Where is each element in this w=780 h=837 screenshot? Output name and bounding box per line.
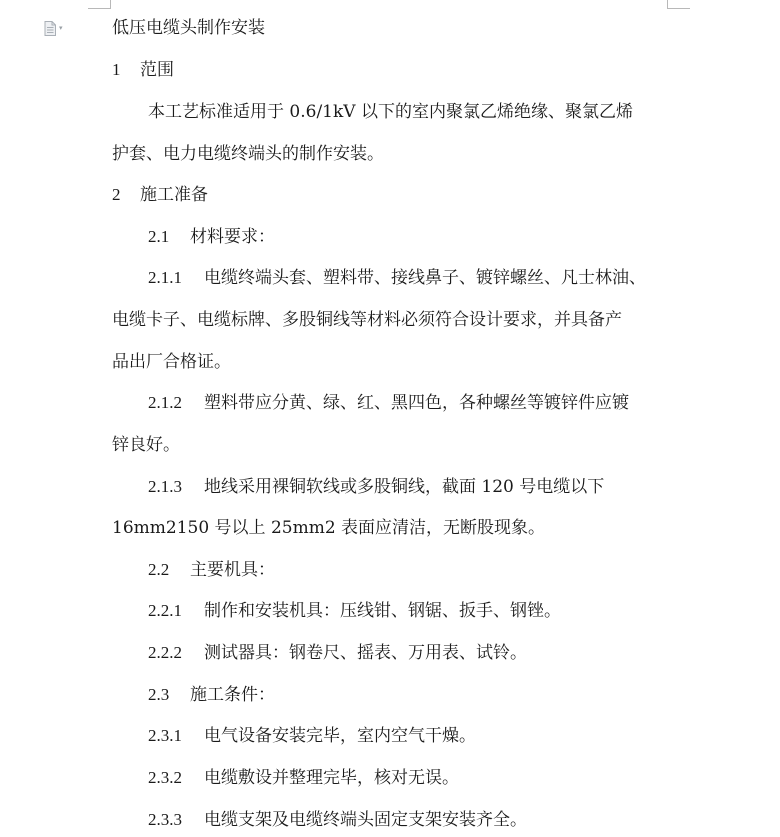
- subsection-number: 2.1: [148, 227, 170, 246]
- clause-line: [148, 392, 629, 414]
- paragraph-line: 电缆卡子、电缆标牌、多股铜线等材料必须符合设计要求，并具备产: [112, 310, 622, 330]
- paragraph-line: 护套、电力电缆终端头的制作安装。: [112, 144, 384, 164]
- clause-text: 地线采用裸铜软线或多股铜线，截面 120 号电缆以下: [204, 477, 605, 497]
- clause-text: 电缆敷设并整理完毕，核对无误。: [204, 768, 459, 788]
- section-heading: [112, 184, 208, 206]
- subsection-heading: [148, 684, 275, 706]
- clause-number: 2.1.1: [148, 268, 182, 287]
- paragraph-line: 16mm2150 号以上 25mm2 表面应清洁，无断股现象。: [112, 518, 546, 538]
- paragraph-line: 锌良好。: [112, 435, 180, 455]
- clause-text: 测试器具：钢卷尺、摇表、万用表、试铃。: [204, 643, 527, 663]
- subsection-number: 2.3: [148, 685, 170, 704]
- clause-text: 电气设备安装完毕，室内空气干燥。: [204, 726, 476, 746]
- subsection-title: 施工条件：: [190, 685, 275, 705]
- page-corner-mark-left: [88, 0, 111, 9]
- document-title: 低压电缆头制作安装: [112, 18, 265, 38]
- subsection-title: 材料要求：: [190, 227, 275, 247]
- section-heading: [112, 59, 174, 81]
- paragraph-line: 品出厂合格证。: [112, 352, 231, 372]
- caret-down-icon: ▾: [59, 24, 63, 32]
- section-number: 1: [112, 60, 121, 79]
- section-number: 2: [112, 185, 121, 204]
- clause-number: 2.3.3: [148, 810, 182, 829]
- clause-number: 2.3.2: [148, 768, 182, 787]
- clause-line: [148, 642, 527, 664]
- clause-number: 2.1.2: [148, 393, 182, 412]
- clause-line: [148, 809, 527, 831]
- clause-text: 电缆支架及电缆终端头固定支架安装齐全。: [204, 810, 527, 830]
- clause-line: [148, 476, 604, 498]
- clause-text: 塑料带应分黄、绿、红、黑四色，各种螺丝等镀锌件应镀: [204, 393, 629, 413]
- section-title: 范围: [140, 60, 174, 80]
- clause-line: [148, 267, 646, 289]
- clause-number: 2.2.2: [148, 643, 182, 662]
- subsection-number: 2.2: [148, 560, 170, 579]
- clause-line: [148, 767, 459, 789]
- clause-text: 制作和安装机具：压线钳、钢锯、扳手、钢锉。: [204, 601, 561, 621]
- document-menu-button[interactable]: [44, 20, 74, 36]
- clause-text: 电缆终端头套、塑料带、接线鼻子、镀锌螺丝、凡士林油、: [204, 268, 646, 288]
- paragraph-line: 本工艺标准适用于 0.6/1kV 以下的室内聚氯乙烯绝缘、聚氯乙烯: [148, 102, 633, 122]
- document-icon: [44, 21, 56, 36]
- page-corner-mark-right: [667, 0, 690, 9]
- subsection-heading: [148, 559, 275, 581]
- clause-line: [148, 725, 476, 747]
- clause-number: 2.2.1: [148, 601, 182, 620]
- subsection-title: 主要机具：: [190, 560, 275, 580]
- subsection-heading: [148, 226, 275, 248]
- clause-number: 2.3.1: [148, 726, 182, 745]
- section-title: 施工准备: [140, 185, 208, 205]
- clause-number: 2.1.3: [148, 477, 182, 496]
- clause-line: [148, 600, 561, 622]
